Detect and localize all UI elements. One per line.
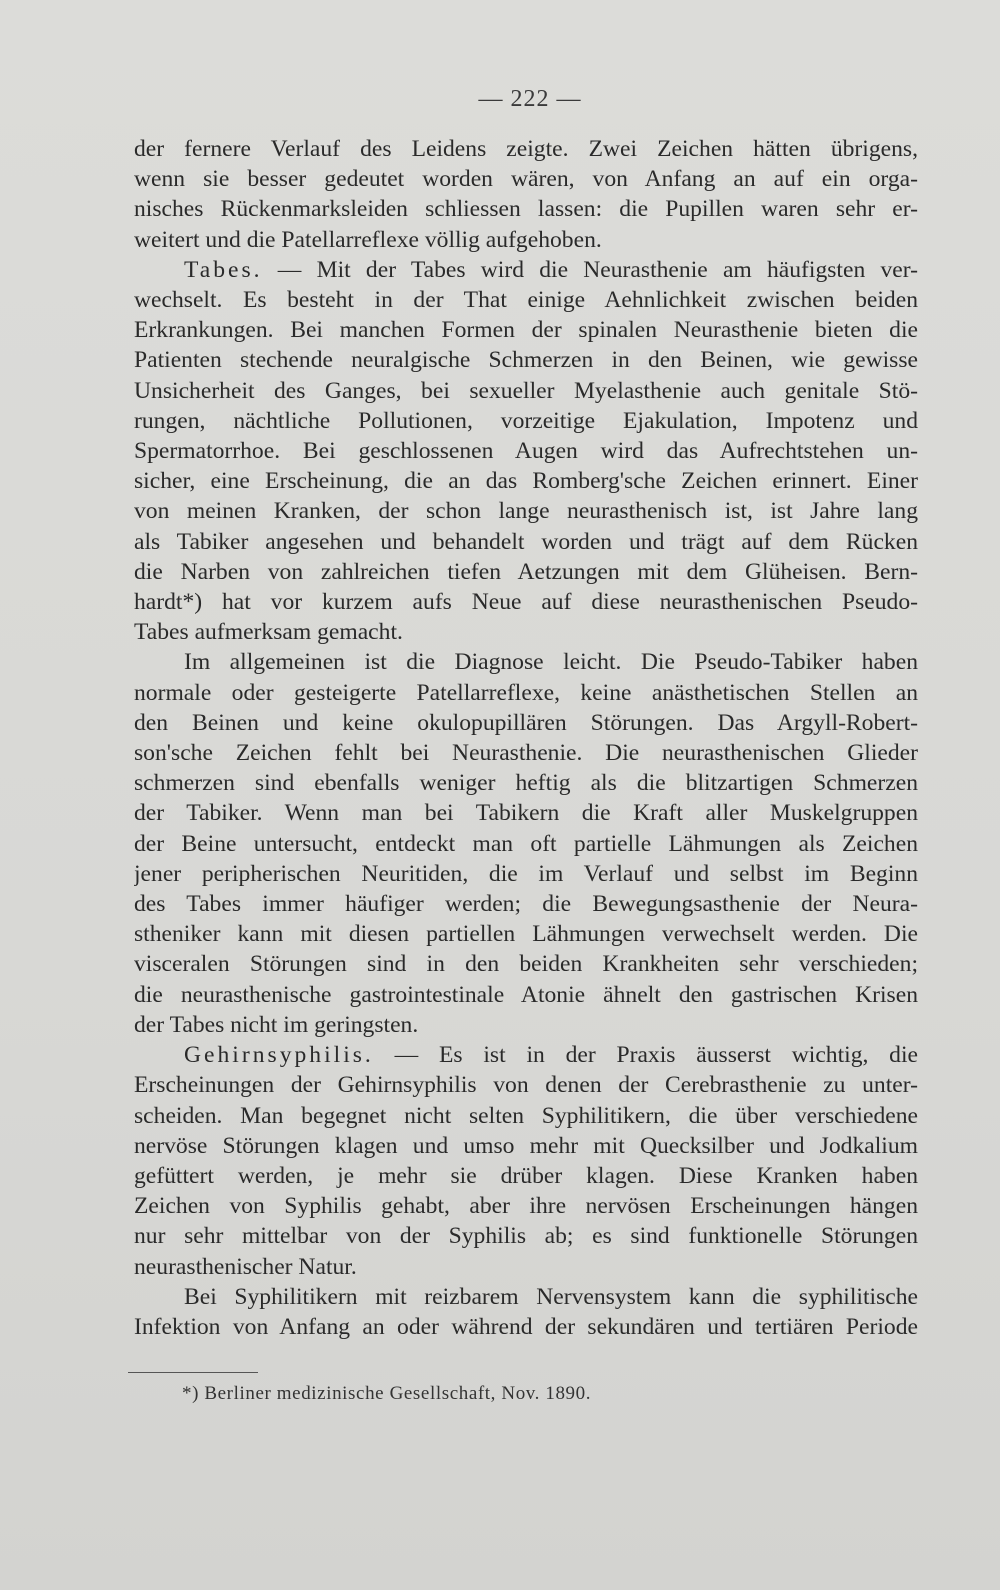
- text-line: Tabes aufmerksam gemacht.: [134, 619, 403, 646]
- text-line: visceralen Störungen sind in den beiden Krankheiten sehr verschieden;: [134, 951, 918, 978]
- text-line: der fernere Verlauf des Leidens zeigte. Zwei Zeichen hätten übrigens,: [134, 136, 918, 162]
- text-line: hardt*) hat vor kurzem aufs Neue auf diese neurasthenischen Pseudo-: [134, 589, 918, 616]
- text-line: die neurasthenische gastrointestinale Atonie ähnelt den gastrischen Krisen: [134, 981, 918, 1008]
- text-line: wechselt. Es besteht in der That einige Aehnlichkeit zwischen beiden: [134, 287, 918, 314]
- text-line: als Tabiker angesehen und behandelt worden und trägt auf dem Rücken: [134, 528, 918, 555]
- text-line: gefüttert werden, je mehr sie drüber klagen. Diese Kranken haben: [134, 1162, 918, 1189]
- text-line: nur sehr mittelbar von der Syphilis ab; es sind funktionelle Störungen: [134, 1223, 918, 1250]
- text-line: Spermatorrhoe. Bei geschlossenen Augen wird das Aufrechtstehen un-: [134, 438, 918, 465]
- text-line: jener peripherischen Neuritiden, die im Verlauf und selbst im Beginn: [134, 860, 918, 887]
- footnote-divider: [128, 1372, 258, 1373]
- text-line: Erscheinungen der Gehirnsyphilis von denen der Cerebrasthenie zu unter-: [134, 1072, 918, 1099]
- text-line: normale oder gesteigerte Patellarreflexe, keine anästhetischen Stellen an: [134, 679, 918, 706]
- text-line: Bei Syphilitikern mit reizbarem Nervensystem kann die syphilitische: [184, 1283, 918, 1310]
- text-line: stheniker kann mit diesen partiellen Lähmungen verwechselt werden. Die: [134, 921, 918, 948]
- text-line: schmerzen sind ebenfalls weniger heftig als die blitzartigen Schmerzen: [134, 770, 918, 797]
- text-line: Unsicherheit des Ganges, bei sexueller Myelasthenie auch genitale Stö-: [134, 377, 918, 404]
- footnote: *) Berliner medizinische Gesellschaft, Nov. 1890.: [182, 1383, 592, 1404]
- text-line: Patienten stechende neuralgische Schmerzen in den Beinen, wie gewisse: [134, 347, 918, 374]
- text-line: son'sche Zeichen fehlt bei Neurasthenie. Die neurasthenischen Glieder: [134, 740, 918, 767]
- text-line: Tabes. — Mit der Tabes wird die Neurasthenie am häufigsten ver-: [184, 256, 918, 283]
- text-line: von meinen Kranken, der schon lange neurasthenisch ist, ist Jahre lang: [134, 498, 918, 525]
- text-line: nervöse Störungen klagen und umso mehr mit Quecksilber und Jodkalium: [134, 1132, 918, 1159]
- text-line: der Beine untersucht, entdeckt man oft partielle Lähmungen als Zeichen: [134, 830, 918, 857]
- text-line: wenn sie besser gedeutet worden wären, von Anfang an auf ein orga-: [134, 166, 918, 193]
- section-heading-word: Tabes.: [184, 256, 263, 283]
- text-line: der Tabiker. Wenn man bei Tabikern die Kraft aller Muskelgruppen: [134, 800, 918, 827]
- text-line: neurasthenischer Natur.: [134, 1253, 357, 1280]
- text-line: sicher, eine Erscheinung, die an das Romberg'sche Zeichen erinnert. Einer: [134, 468, 918, 495]
- text-line: Im allgemeinen ist die Diagnose leicht. Die Pseudo-Tabiker haben: [184, 649, 918, 676]
- text-line: der Tabes nicht im geringsten.: [134, 1011, 419, 1038]
- text-line: scheiden. Man begegnet nicht selten Syphilitikern, die über verschiedene: [134, 1102, 918, 1129]
- text-line: Infektion von Anfang an oder während der sekundären und tertiären Periode: [134, 1313, 918, 1340]
- page-number: — 222 —: [478, 86, 582, 112]
- text-line: nisches Rückenmarksleiden schliessen lassen: die Pupillen waren sehr er-: [134, 196, 918, 223]
- body-text: [134, 134, 918, 1342]
- section-heading-word: Gehirnsyphilis.: [184, 1042, 374, 1069]
- text-line: Zeichen von Syphilis gehabt, aber ihre nervösen Erscheinungen hängen: [134, 1193, 918, 1220]
- text-line: Gehirnsyphilis. — Es ist in der Praxis äusserst wichtig, die: [184, 1042, 918, 1069]
- text-line: den Beinen und keine okulopupillären Störungen. Das Argyll-Robert-: [134, 709, 918, 736]
- text-line: Erkrankungen. Bei manchen Formen der spinalen Neurasthenie bieten die: [134, 317, 918, 344]
- text-line: weitert und die Patellarreflexe völlig aufgehoben.: [134, 226, 602, 253]
- text-line: des Tabes immer häufiger werden; die Bewegungsasthenie der Neura-: [134, 891, 918, 918]
- text-line: rungen, nächtliche Pollutionen, vorzeitige Ejakulation, Impotenz und: [134, 407, 918, 434]
- text-line: die Narben von zahlreichen tiefen Aetzungen mit dem Glüheisen. Bern-: [134, 558, 918, 585]
